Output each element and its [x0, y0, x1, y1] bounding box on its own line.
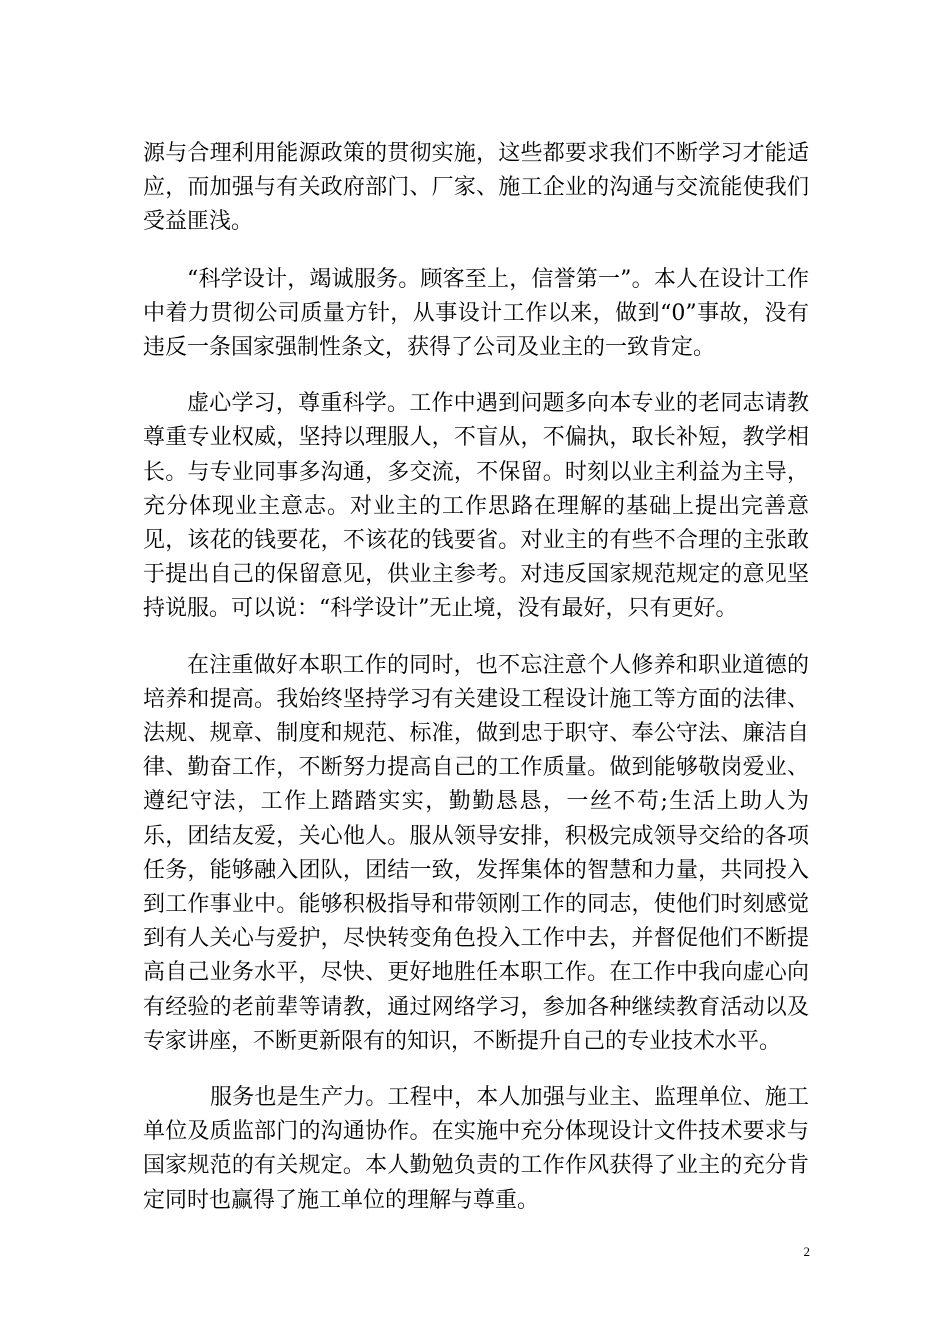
document-body — [143, 137, 809, 1240]
page-number: 2 — [803, 1244, 810, 1259]
paragraph-service: 服务也是生产力。工程中，本人加强与业主、监理单位、施工单位及质监部门的沟通协作。在实施中充分体现设计文件技术要求与国家规范的有关规定。本人勤勉负责的工作作风获得了业主的充分肯定同时也赢得了施工单位的理解与尊重。 — [143, 1085, 809, 1213]
paragraph-continued: 源与合理利用能源政策的贯彻实施，这些都要求我们不断学习才能适应，而加强与有关政府部门、厂家、施工企业的沟通与交流能使我们受益匪浅。 — [143, 141, 809, 235]
paragraph-motto: “科学设计，竭诚服务。顾客至上，信誉第一”。本人在设计工作中着力贯彻公司质量方针，从事设计工作以来，做到“0”事故，没有违反一条国家强制性条文，获得了公司及业主的一致肯定。 — [143, 266, 809, 361]
paragraph-learning: 虚心学习，尊重科学。工作中遇到问题多向本专业的老同志请教尊重专业权威，坚持以理服人，不盲从，不偏执，取长补短，教学相长。与专业同事多沟通，多交流，不保留。时刻以业主利益为主导，充分体现业主意志。对业主的工作思路在理解的基础上提出完善意见，该花的钱要花，不该花的钱要省。对业主的有些不合理的主张敢于提出自己的保留意见，供业主参考。对违反国家规范规定的意见坚持说服。可以说：“科学设计”无止境，没有最好，只有更好。 — [143, 391, 809, 622]
paragraph-ethics: 在注重做好本职工作的同时，也不忘注意个人修养和职业道德的培养和提高。我始终坚持学习有关建设工程设计施工等方面的法律、法规、规章、制度和规范、标准，做到忠于职守、奉公守法、廉洁自律、勤奋工作，不断努力提高自己的工作质量。做到能够敬岗爱业、遵纪守法，工作上踏踏实实，勤勤恳恳，一丝不苟;生活上助人为乐，团结友爱，关心他人。服从领导安排，积极完成领导交给的各项任务，能够融入团队，团结一致，发挥集体的智慧和力量，共同投入到工作事业中。能够积极指导和带领刚工作的同志，使他们时刻感觉到有人关心与爱护，尽快转变角色投入工作中去，并督促他们不断提高自己业务水平，尽快、更好地胜任本职工作。在工作中我向虚心向有经验的老前辈等请教，通过网络学习，参加各种继续教育活动以及专家讲座，不断更新限有的知识，不断提升自己的专业技术水平。 — [143, 652, 809, 1054]
